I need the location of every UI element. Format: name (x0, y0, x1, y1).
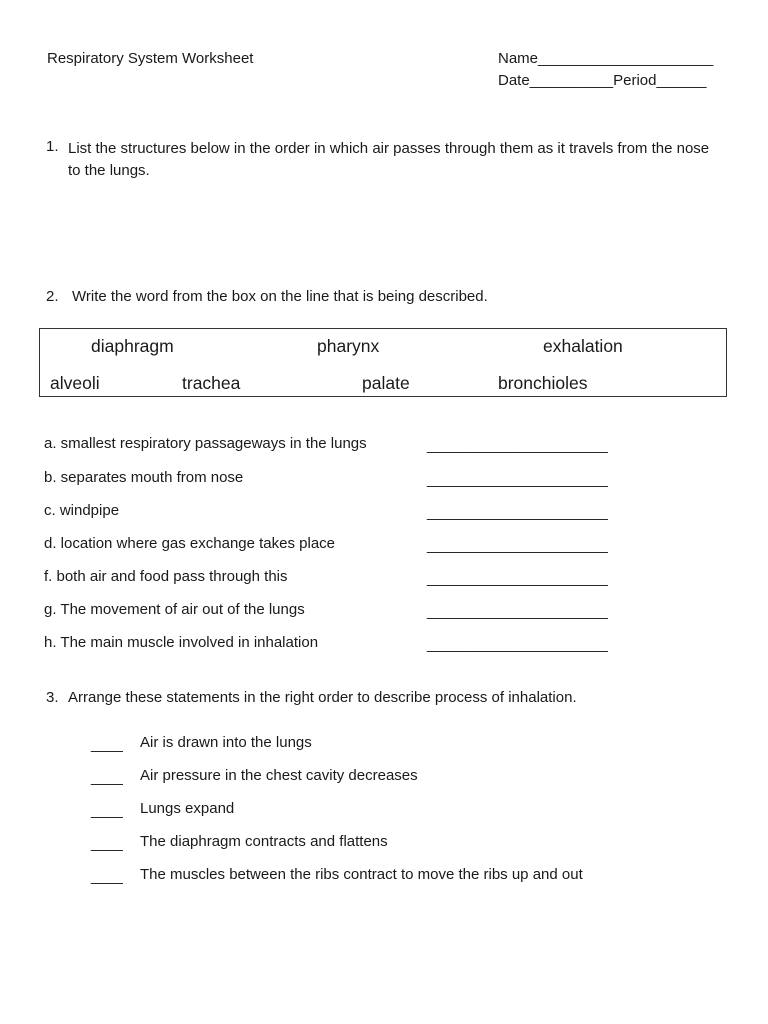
word-bank-item: trachea (182, 373, 241, 393)
order-answer-blank[interactable]: ____ (91, 868, 123, 885)
order-statement: The diaphragm contracts and flattens (140, 833, 388, 850)
matching-item-label: h. The main muscle involved in inhalation (44, 634, 319, 651)
matching-item-label: g. The movement of air out of the lungs (44, 601, 305, 618)
question-1-text: List the structures below in the order in which air passes through them as it travels from the nose to the lungs. (68, 140, 710, 179)
order-statement: Air is drawn into the lungs (140, 734, 312, 751)
matching-answer-blank[interactable]: _______________________ (427, 537, 608, 554)
word-bank-item: bronchioles (498, 373, 588, 393)
order-answer-blank[interactable]: ____ (91, 736, 123, 753)
question-1-number: 1. (46, 138, 59, 155)
word-bank-box (39, 328, 727, 397)
word-bank-item: palate (362, 373, 410, 393)
order-answer-blank[interactable]: ____ (91, 769, 123, 786)
question-2-number: 2. (46, 288, 59, 305)
order-answer-blank[interactable]: ____ (91, 802, 123, 819)
word-bank-item: exhalation (543, 336, 623, 356)
date-period-field: Date__________Period______ (498, 72, 707, 89)
question-3-text: Arrange these statements in the right order to describe process of inhalation. (68, 689, 577, 706)
word-bank-item: diaphragm (91, 336, 174, 356)
matching-answer-blank[interactable]: _______________________ (427, 636, 608, 653)
matching-answer-blank[interactable]: _______________________ (427, 570, 608, 587)
matching-item-label: f. both air and food pass through this (44, 568, 288, 585)
matching-answer-blank[interactable]: _______________________ (427, 471, 608, 488)
matching-answer-blank[interactable]: _______________________ (427, 603, 608, 620)
order-statement: Lungs expand (140, 800, 235, 817)
order-answer-blank[interactable]: ____ (91, 835, 123, 852)
matching-answer-blank[interactable]: _______________________ (427, 504, 608, 521)
matching-answer-blank[interactable]: _______________________ (427, 437, 608, 454)
order-statement: Air pressure in the chest cavity decreases (140, 767, 418, 784)
question-2-text: Write the word from the box on the line that is being described. (72, 288, 488, 305)
order-statement: The muscles between the ribs contract to move the ribs up and out (140, 866, 583, 883)
question-3-number: 3. (46, 689, 59, 706)
word-bank-item: alveoli (50, 373, 100, 393)
name-field: Name_____________________ (498, 50, 714, 67)
matching-item-label: a. smallest respiratory passageways in the lungs (44, 435, 367, 452)
matching-item-label: b. separates mouth from nose (44, 469, 244, 486)
word-bank-item: pharynx (317, 336, 380, 356)
worksheet-title: Respiratory System Worksheet (47, 50, 254, 67)
matching-item-label: d. location where gas exchange takes place (44, 535, 336, 552)
matching-item-label: c. windpipe (44, 502, 120, 519)
